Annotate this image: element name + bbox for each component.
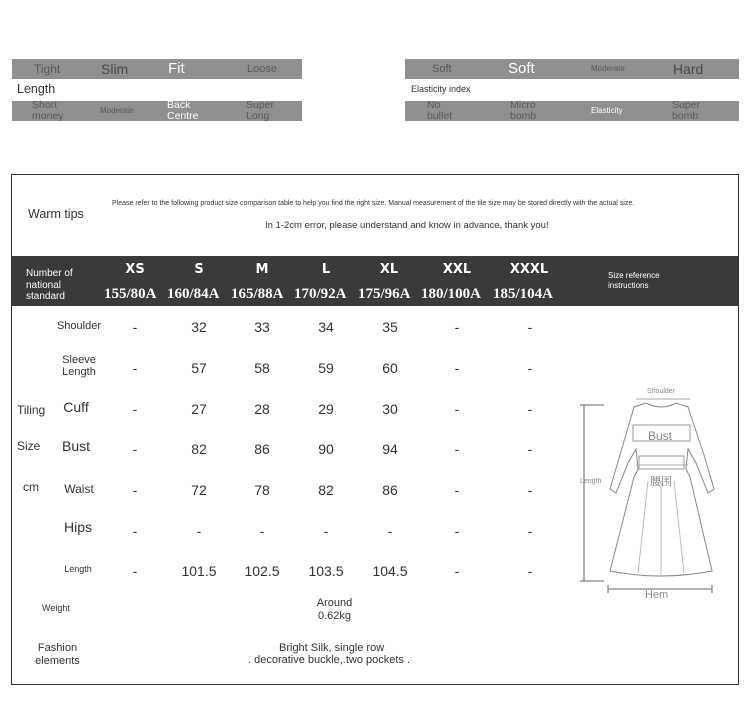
row-label-waist: Waist (64, 482, 94, 496)
cell-sleeve-m: 58 (254, 360, 270, 376)
softness-bar (405, 59, 739, 79)
cell-length-xs: - (132, 563, 138, 579)
cell-cuff-s: 27 (191, 401, 207, 417)
cell-length-l: 103.5 (308, 563, 344, 579)
standard-155-80a: 155/80A (104, 286, 157, 302)
size-header-xl: XL (379, 262, 399, 277)
national-standard-label: Number of national standard (26, 268, 73, 302)
size-reference-label: Size reference instructions (608, 271, 660, 290)
length-option-super-long: Super Long (246, 99, 275, 122)
elasticity-bar (405, 101, 739, 121)
cell-cuff-xxl: - (454, 401, 460, 417)
elasticity-label: Elasticity index (411, 84, 471, 94)
warm-tips-title: Warm tips (28, 207, 84, 221)
cell-bust-xxl: - (454, 441, 460, 457)
diagram-waist-label: 腰围 (650, 476, 672, 488)
cell-shoulder-xxxl: - (527, 319, 533, 335)
row-label-sleeve-length: Sleeve Length (62, 354, 96, 378)
cell-hips-xxxl: - (527, 523, 533, 539)
fashion-label: Fashion elements (35, 642, 80, 667)
length-option-back-centre: Back Centre (167, 99, 199, 122)
cell-length-s: 101.5 (181, 563, 217, 579)
cell-cuff-xl: 30 (382, 401, 398, 417)
cell-waist-xxl: - (454, 482, 460, 498)
softness-option-moderate: Moderate (591, 64, 625, 73)
cell-sleeve-xs: - (132, 360, 138, 376)
cell-bust-xl: 94 (382, 441, 398, 457)
cell-sleeve-l: 59 (318, 360, 334, 376)
elasticity-option-micro-bomb: Micro bomb (510, 99, 537, 122)
size-header-m: M (255, 262, 269, 277)
length-label: Length (17, 82, 56, 96)
weight-value: Around 0.62kg (316, 597, 353, 622)
fit-option-fit: Fit (168, 60, 185, 77)
row-label-length: Length (64, 564, 92, 574)
cell-cuff-xxxl: - (527, 401, 533, 417)
cell-sleeve-xxxl: - (527, 360, 533, 376)
standard-165-88a: 165/88A (231, 286, 284, 302)
standard-180-100a: 180/100A (421, 286, 481, 302)
cell-cuff-l: 29 (318, 401, 334, 417)
cell-sleeve-xxl: - (454, 360, 460, 376)
standard-160-84a: 160/84A (167, 286, 220, 302)
size-header-s: S (194, 262, 204, 277)
cell-hips-xl: - (387, 523, 393, 539)
length-option-short: Short money (32, 99, 64, 122)
standard-185-104a: 185/104A (493, 286, 553, 302)
fit-option-loose: Loose (247, 63, 277, 75)
size-header-xxxl: XXXL (509, 262, 549, 277)
cell-hips-xs: - (132, 523, 138, 539)
cell-bust-xs: - (132, 441, 138, 457)
dress-diagram (578, 385, 728, 605)
cell-hips-xxl: - (454, 523, 460, 539)
cell-waist-xs: - (132, 482, 138, 498)
cell-cuff-m: 28 (254, 401, 270, 417)
cell-sleeve-s: 57 (191, 360, 207, 376)
softness-option-soft-1: Soft (432, 63, 452, 75)
cell-bust-l: 90 (318, 441, 334, 457)
cell-length-m: 102.5 (244, 563, 280, 579)
cell-sleeve-xl: 60 (382, 360, 398, 376)
diagram-hem-label: Hem (645, 589, 669, 601)
cell-length-xxxl: - (527, 563, 533, 579)
diagram-shoulder-label: Shoulder (647, 388, 676, 395)
elasticity-option-no-bullet: No bullet (427, 99, 453, 122)
length-bar (12, 101, 302, 121)
row-label-shoulder: Shoulder (56, 320, 102, 332)
cell-bust-s: 82 (191, 441, 207, 457)
elasticity-option-super-bomb: Super bomb (672, 99, 701, 122)
fit-bar (12, 59, 302, 79)
cell-waist-xxxl: - (527, 482, 533, 498)
cell-waist-l: 82 (318, 482, 334, 498)
standard-175-96a: 175/96A (358, 286, 411, 302)
cell-waist-s: 72 (191, 482, 207, 498)
warm-tips-line-2: In 1-2cm error, please understand and know in advance, thank you! (265, 220, 549, 231)
standard-170-92a: 170/92A (294, 286, 347, 302)
diagram-bust-label: Bust (648, 429, 673, 443)
size-header-l: L (321, 262, 331, 277)
cell-shoulder-l: 34 (318, 319, 334, 335)
elasticity-option-elasticity: Elasticity (591, 106, 623, 115)
side-label-tiling: Tiling (17, 403, 46, 417)
fashion-value-line-2: . decorative buckle,.two pockets . (248, 654, 411, 666)
side-label-cm: cm (23, 480, 39, 494)
cell-waist-xl: 86 (382, 482, 398, 498)
cell-hips-s: - (196, 523, 202, 539)
fit-option-slim: Slim (101, 61, 129, 77)
cell-length-xl: 104.5 (372, 563, 408, 579)
row-label-cuff: Cuff (63, 399, 89, 415)
cell-hips-l: - (323, 523, 329, 539)
cell-shoulder-s: 32 (191, 319, 207, 335)
fit-option-tight: Tight (34, 62, 61, 76)
length-option-moderate: Moderate (100, 106, 134, 115)
cell-shoulder-xs: - (132, 319, 138, 335)
cell-bust-xxxl: - (527, 441, 533, 457)
softness-option-soft-2: Soft (508, 60, 535, 77)
diagram-length-label: Length (580, 478, 602, 485)
side-label-size: Size (17, 439, 41, 453)
warm-tips-line-1: Please refer to the following product size comparison table to help you find the right size. Manual measurement of the tile size may be stored directly with the actual size. (112, 200, 635, 207)
row-label-bust: Bust (61, 438, 90, 454)
size-header-xxl: XXL (442, 262, 472, 277)
softness-option-hard: Hard (673, 61, 704, 77)
cell-length-xxl: - (454, 563, 460, 579)
cell-bust-m: 86 (254, 441, 270, 457)
cell-waist-m: 78 (254, 482, 270, 498)
cell-shoulder-xxl: - (454, 319, 460, 335)
cell-shoulder-m: 33 (254, 319, 270, 335)
size-header-xs: XS (125, 262, 145, 277)
cell-cuff-xs: - (132, 401, 138, 417)
cell-shoulder-xl: 35 (382, 319, 398, 335)
weight-label: Weight (42, 603, 70, 613)
row-label-hips: Hips (63, 519, 92, 535)
cell-hips-m: - (259, 523, 265, 539)
fashion-value-line-1: Bright Silk, single row (279, 642, 385, 654)
